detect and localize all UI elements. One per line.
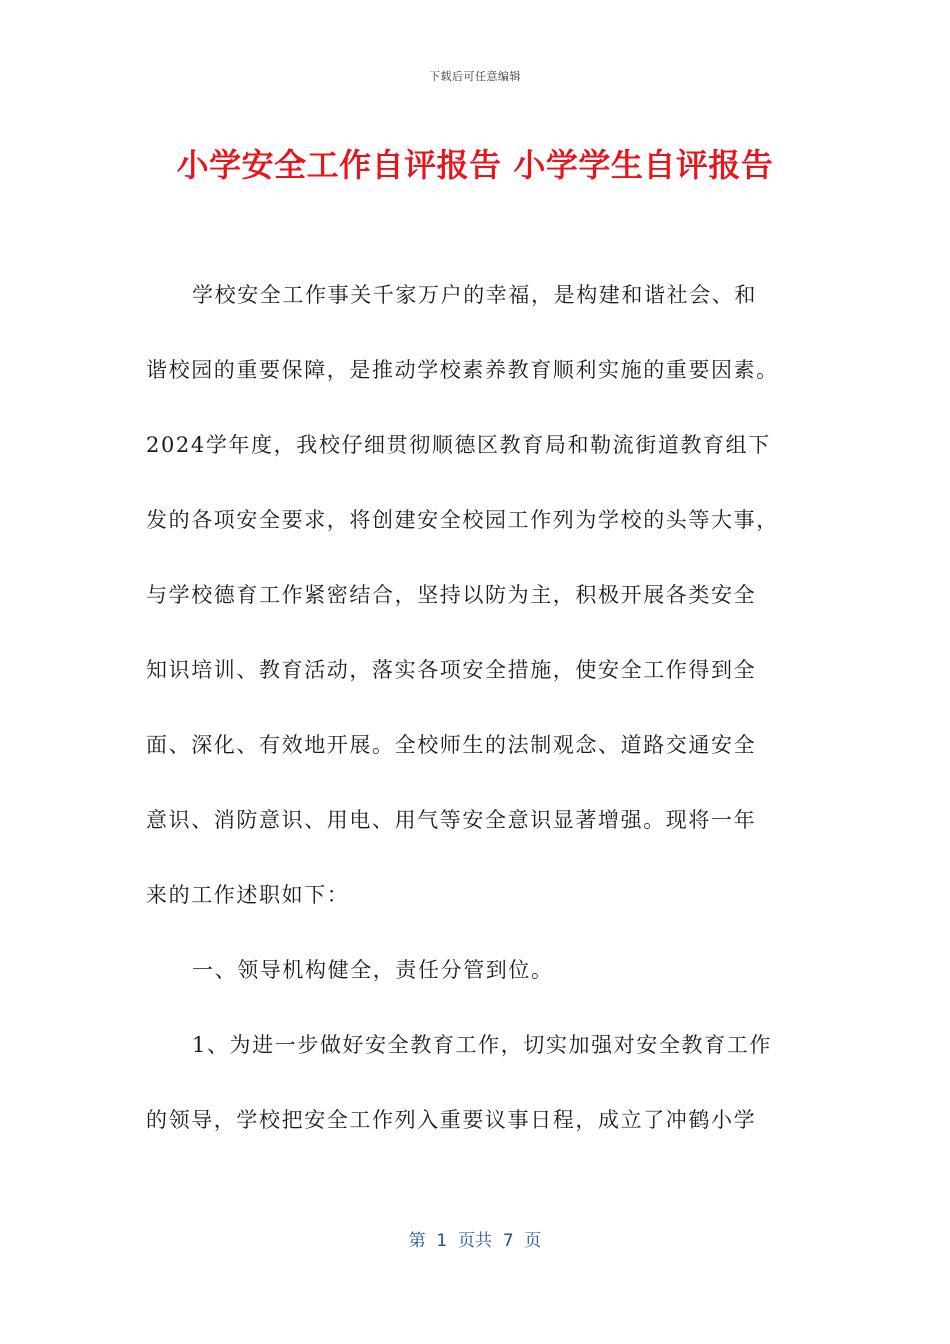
body-line: 谐校园的重要保障，是推动学校素养教育顺利实施的重要因素。	[146, 358, 779, 382]
body-line: 与学校德育工作紧密结合，坚持以防为主，积极开展各类安全	[146, 583, 757, 607]
body-line: 2024学年度，我校仔细贯彻顺德区教育局和勒流街道教育组下	[146, 433, 771, 457]
body-line: 知识培训、教育活动，落实各项安全措施，使安全工作得到全	[146, 658, 757, 682]
body-line: 来的工作述职如下：	[146, 883, 350, 907]
document-body	[146, 275, 806, 1175]
page-number: 第 1 页共 7 页	[408, 1231, 542, 1251]
body-line: 发的各项安全要求，将创建安全校园工作列为学校的头等大事，	[146, 508, 779, 532]
body-line: 学校安全工作事关千家万户的幸福，是构建和谐社会、和	[192, 283, 757, 307]
body-line: 1、为进一步做好安全教育工作，切实加强对安全教育工作	[192, 1033, 772, 1057]
body-line: 意识、消防意识、用电、用气等安全意识显著增强。现将一年	[146, 808, 757, 832]
document-title: 小学安全工作自评报告 小学学生自评报告	[176, 146, 774, 184]
body-line: 面、深化、有效地开展。全校师生的法制观念、道路交通安全	[146, 733, 757, 757]
header-note: 下载后可任意编辑	[429, 70, 521, 83]
section-heading: 一、领导机构健全，责任分管到位。	[192, 958, 554, 982]
body-line: 的领导，学校把安全工作列入重要议事日程，成立了冲鹤小学	[146, 1108, 757, 1132]
